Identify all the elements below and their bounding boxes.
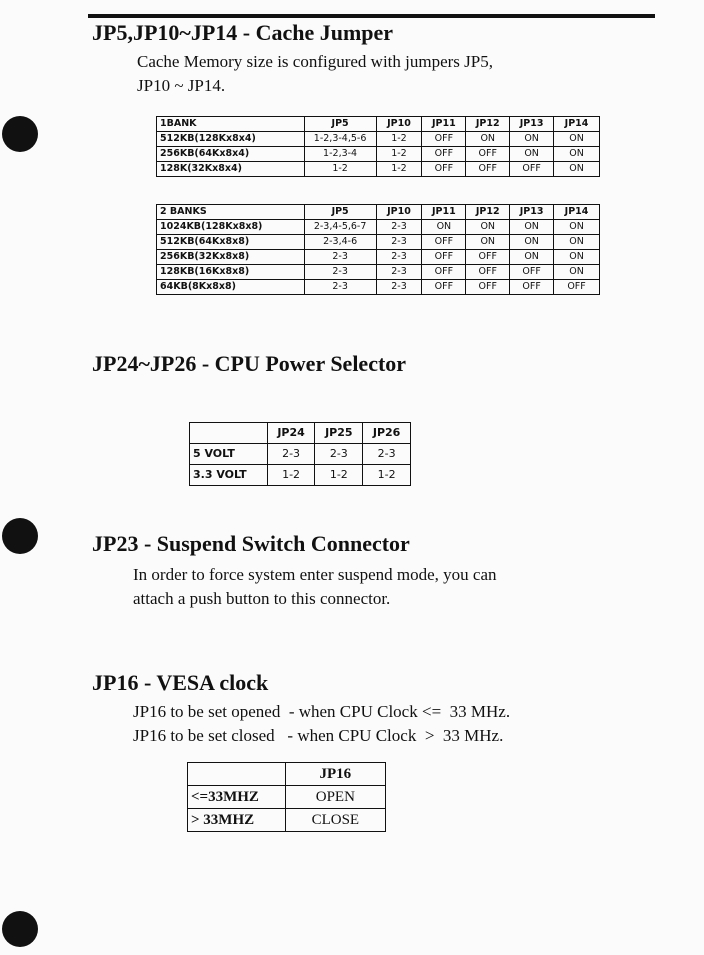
table-header-row xyxy=(157,117,600,132)
value-cell: ON xyxy=(554,147,600,162)
value-cell: ON xyxy=(554,250,600,265)
vesa-clock-heading: JP16 - VESA clock xyxy=(92,670,269,695)
description-line: JP10 ~ JP14. xyxy=(137,76,226,95)
value-cell: 2-3 xyxy=(376,265,422,280)
value-cell: 2-3 xyxy=(376,280,422,295)
table-row xyxy=(157,265,600,280)
row-label-cell: 5 VOLT xyxy=(190,444,268,465)
table-row xyxy=(157,280,600,295)
value-cell: 1-2 xyxy=(363,465,411,486)
table-header-row xyxy=(190,423,411,444)
header-cell xyxy=(190,423,268,444)
table-row xyxy=(157,132,600,147)
suspend-switch-heading: JP23 - Suspend Switch Connector xyxy=(92,531,410,556)
value-cell: ON xyxy=(554,265,600,280)
value-cell: 2-3 xyxy=(363,444,411,465)
row-label-cell: 256KB(32Kx8x8) xyxy=(157,250,305,265)
value-cell: 1-2 xyxy=(304,162,376,177)
table-header-row xyxy=(188,763,386,786)
value-cell: OFF xyxy=(422,162,466,177)
value-cell: 2-3 xyxy=(304,265,376,280)
table-row xyxy=(190,444,411,465)
header-cell: JP13 xyxy=(510,117,554,132)
row-label-cell: 128K(32Kx8x4) xyxy=(157,162,305,177)
row-label-cell: 128KB(16Kx8x8) xyxy=(157,265,305,280)
description-line: Cache Memory size is configured with jumpers JP5, xyxy=(137,52,493,71)
value-cell: ON xyxy=(554,235,600,250)
table-row xyxy=(157,162,600,177)
value-cell: 2-3 xyxy=(304,250,376,265)
value-cell: ON xyxy=(554,132,600,147)
value-cell: 1-2 xyxy=(376,147,422,162)
value-cell: OFF xyxy=(510,162,554,177)
table-row xyxy=(157,147,600,162)
value-cell: 2-3 xyxy=(376,235,422,250)
header-cell: JP14 xyxy=(554,117,600,132)
value-cell: OFF xyxy=(510,280,554,295)
row-label-cell: 512KB(128Kx8x4) xyxy=(157,132,305,147)
row-label-cell: 512KB(64Kx8x8) xyxy=(157,235,305,250)
value-cell: 1-2,3-4,5-6 xyxy=(304,132,376,147)
vesa-clock-description xyxy=(133,700,510,748)
value-cell: 2-3 xyxy=(267,444,315,465)
value-cell: 2-3 xyxy=(304,280,376,295)
value-cell: OFF xyxy=(466,265,510,280)
value-cell: CLOSE xyxy=(285,809,385,832)
header-cell: JP13 xyxy=(510,205,554,220)
header-cell: JP10 xyxy=(376,117,422,132)
row-label-cell: > 33MHZ xyxy=(188,809,286,832)
binder-hole-3 xyxy=(2,911,38,947)
value-cell: OPEN xyxy=(285,786,385,809)
value-cell: OFF xyxy=(422,132,466,147)
header-cell: JP5 xyxy=(304,205,376,220)
suspend-switch-description xyxy=(133,563,497,611)
header-cell: JP14 xyxy=(554,205,600,220)
row-label-cell: <=33MHZ xyxy=(188,786,286,809)
value-cell: ON xyxy=(510,220,554,235)
description-line: attach a push button to this connector. xyxy=(133,589,391,608)
binder-hole-2 xyxy=(2,518,38,554)
description-line: In order to force system enter suspend mode, you can xyxy=(133,565,497,584)
header-cell: 2 BANKS xyxy=(157,205,305,220)
value-cell: 2-3,4-5,6-7 xyxy=(304,220,376,235)
cache-table-2banks xyxy=(156,204,600,295)
top-rule xyxy=(88,14,655,18)
row-label-cell: 256KB(64Kx8x4) xyxy=(157,147,305,162)
value-cell: ON xyxy=(554,162,600,177)
table-row xyxy=(157,235,600,250)
value-cell: 2-3 xyxy=(376,220,422,235)
cache-jumper-heading: JP5,JP10~JP14 - Cache Jumper xyxy=(92,20,394,45)
table-row xyxy=(190,465,411,486)
header-cell: JP11 xyxy=(422,205,466,220)
value-cell: ON xyxy=(554,220,600,235)
row-label-cell: 3.3 VOLT xyxy=(190,465,268,486)
header-cell: 1BANK xyxy=(157,117,305,132)
value-cell: 1-2 xyxy=(376,132,422,147)
value-cell: ON xyxy=(466,235,510,250)
table-row xyxy=(188,809,386,832)
binder-hole-1 xyxy=(2,116,38,152)
cpu-power-table xyxy=(189,422,411,486)
row-label-cell: 1024KB(128Kx8x8) xyxy=(157,220,305,235)
value-cell: 1-2 xyxy=(315,465,363,486)
value-cell: OFF xyxy=(466,250,510,265)
description-line: JP16 to be set closed - when CPU Clock > 33 MHz. xyxy=(133,726,504,745)
header-cell xyxy=(188,763,286,786)
value-cell: OFF xyxy=(422,250,466,265)
value-cell: OFF xyxy=(422,235,466,250)
table-row xyxy=(188,786,386,809)
cache-jumper-description xyxy=(137,50,493,98)
value-cell: 1-2 xyxy=(267,465,315,486)
value-cell: OFF xyxy=(422,147,466,162)
header-cell: JP26 xyxy=(363,423,411,444)
value-cell: OFF xyxy=(422,265,466,280)
vesa-clock-table xyxy=(187,762,386,832)
value-cell: ON xyxy=(510,235,554,250)
value-cell: 1-2,3-4 xyxy=(304,147,376,162)
value-cell: OFF xyxy=(510,265,554,280)
header-cell: JP10 xyxy=(376,205,422,220)
cpu-power-heading: JP24~JP26 - CPU Power Selector xyxy=(92,351,407,376)
value-cell: OFF xyxy=(554,280,600,295)
header-cell: JP25 xyxy=(315,423,363,444)
value-cell: OFF xyxy=(422,280,466,295)
cache-table-1bank xyxy=(156,116,600,177)
header-cell: JP16 xyxy=(285,763,385,786)
table-header-row xyxy=(157,205,600,220)
value-cell: 2-3,4-6 xyxy=(304,235,376,250)
header-cell: JP5 xyxy=(304,117,376,132)
header-cell: JP12 xyxy=(466,205,510,220)
value-cell: ON xyxy=(510,132,554,147)
row-label-cell: 64KB(8Kx8x8) xyxy=(157,280,305,295)
value-cell: OFF xyxy=(466,147,510,162)
value-cell: ON xyxy=(422,220,466,235)
description-line: JP16 to be set opened - when CPU Clock <= 33 MHz. xyxy=(133,702,511,721)
header-cell: JP24 xyxy=(267,423,315,444)
header-cell: JP12 xyxy=(466,117,510,132)
value-cell: ON xyxy=(510,250,554,265)
value-cell: 2-3 xyxy=(315,444,363,465)
value-cell: 1-2 xyxy=(376,162,422,177)
header-cell: JP11 xyxy=(422,117,466,132)
value-cell: 2-3 xyxy=(376,250,422,265)
value-cell: OFF xyxy=(466,280,510,295)
table-row xyxy=(157,250,600,265)
table-row xyxy=(157,220,600,235)
value-cell: ON xyxy=(510,147,554,162)
value-cell: OFF xyxy=(466,162,510,177)
value-cell: ON xyxy=(466,220,510,235)
value-cell: ON xyxy=(466,132,510,147)
